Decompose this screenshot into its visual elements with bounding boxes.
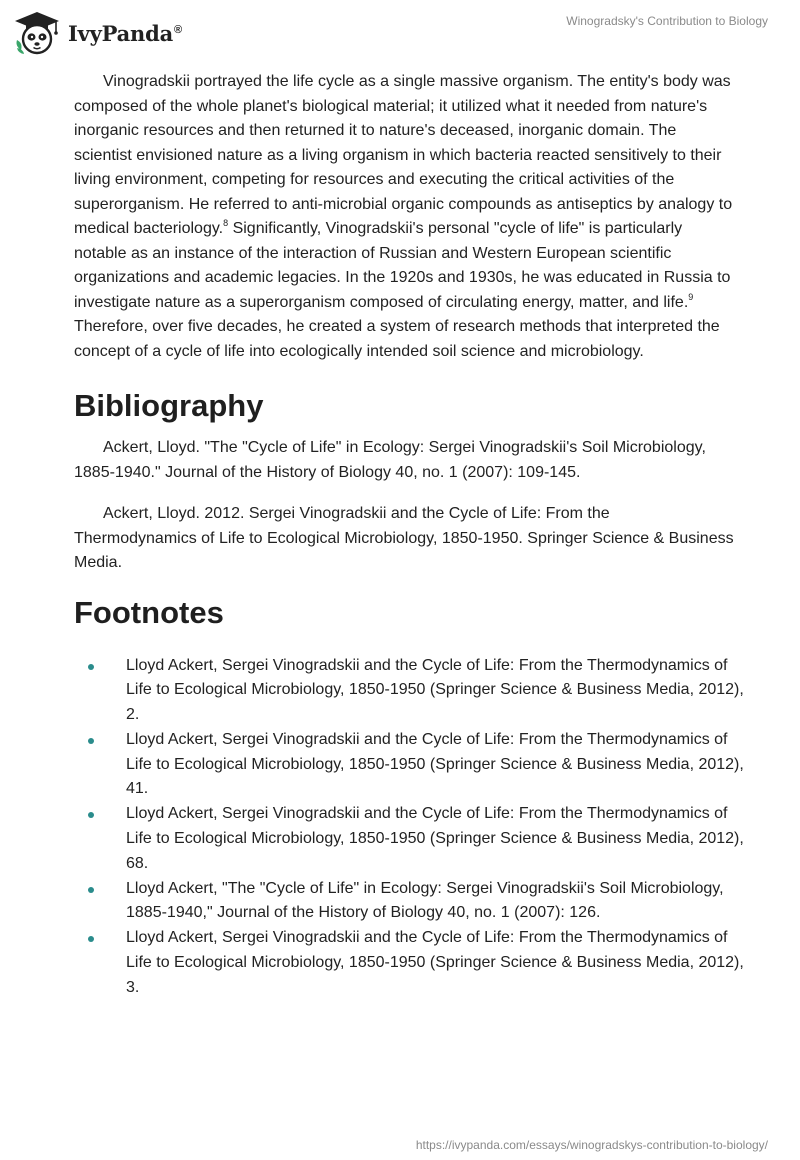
bibliography-entry: Ackert, Lloyd. "The "Cycle of Life" in Ecology: Sergei Vinogradskii's Soil Microbiology, 1885-1940." Journal of the History of Biology 40, no. 1 (2007): 109-145. — [74, 439, 706, 481]
paragraph-text: Significantly, Vinogradskii's personal "cycle of life" is particularly notable as an instance of the interaction of Russian and Western European scientific organizations and academic legacies. In the 1920s and 1930s, he was educated in Russia to investigate nature as a superorganism composed of circulating energy, matter, and life. — [74, 220, 731, 311]
ivypanda-logo[interactable] — [12, 8, 182, 58]
registered-mark: ® — [174, 23, 182, 36]
brand-name: IvyPanda® — [68, 20, 182, 46]
footer-url-link[interactable]: https://ivypanda.com/essays/winogradskys-contribution-to-biology/ — [415, 1138, 768, 1152]
bibliography-list — [74, 436, 734, 576]
bullet-icon — [88, 936, 94, 942]
footnote-text: Lloyd Ackert, Sergei Vinogradskii and the Cycle of Life: From the Thermodynamics of Life to Ecological Microbiology, 1850-1950 (Springer Science & Business Media, 2012), 2. — [126, 656, 744, 724]
footnote-item — [74, 926, 746, 1000]
paragraph-text: Therefore, over five decades, he created a system of research methods that interpreted the concept of a cycle of life into ecologically intended soil science and microbiology. — [74, 318, 720, 360]
bibliography-heading: Bibliography — [74, 388, 264, 423]
footnote-item — [74, 877, 746, 927]
footnote-item — [74, 728, 746, 802]
essay-content — [74, 70, 744, 1001]
bullet-icon — [88, 664, 94, 670]
document-title: Winogradsky's Contribution to Biology — [566, 14, 768, 28]
footnote-text: Lloyd Ackert, "The "Cycle of Life" in Ecology: Sergei Vinogradskii's Soil Microbiology, 1885-1940," Journal of the History of Biology 40, no. 1 (2007): 126. — [126, 879, 724, 922]
footnotes-heading: Footnotes — [74, 594, 224, 630]
paragraph-text: Vinogradskii portrayed the life cycle as a single massive organism. The entity's body was composed of the whole planet's biological material; it utilized what it needed from nature's inorganic resources and then returned it to nature's deceased, inorganic domain. The scientist envisioned nature as a living organism in which bacteria reacted sensitively to their living environment, competing for resources and executing the critical activities of the superorganism. He referred to anti-microbial organic compounds as antiseptics by analogy to medical bacteriology. — [74, 73, 733, 237]
page-header — [0, 0, 800, 64]
footnote-item — [74, 802, 746, 876]
bullet-icon — [88, 887, 94, 893]
bibliography-entry: Ackert, Lloyd. 2012. Sergei Vinogradskii and the Cycle of Life: From the Thermodynamics of Life to Ecological Microbiology, 1850-1950. Springer Science & Business Media. — [74, 505, 734, 571]
footnotes-list — [74, 654, 744, 1001]
bullet-icon — [88, 812, 94, 818]
bullet-icon — [88, 738, 94, 744]
footnote-item — [74, 654, 746, 728]
body-paragraph — [74, 70, 734, 364]
panda-graduate-icon — [12, 10, 62, 56]
footnote-text: Lloyd Ackert, Sergei Vinogradskii and the Cycle of Life: From the Thermodynamics of Life to Ecological Microbiology, 1850-1950 (Springer Science & Business Media, 2012), 68. — [126, 805, 744, 872]
footnote-ref-8[interactable]: 8 — [223, 218, 229, 228]
footnote-ref-9[interactable]: 9 — [688, 291, 694, 302]
footnote-text: Lloyd Ackert, Sergei Vinogradskii and the Cycle of Life: From the Thermodynamics of Life to Ecological Microbiology, 1850-1950 (Springer Science & Business Media, 2012), 41. — [126, 730, 744, 798]
footnote-text: Lloyd Ackert, Sergei Vinogradskii and the Cycle of Life: From the Thermodynamics of Life to Ecological Microbiology, 1850-1950 (Springer Science & Business Media, 2012), 3. — [126, 929, 744, 996]
